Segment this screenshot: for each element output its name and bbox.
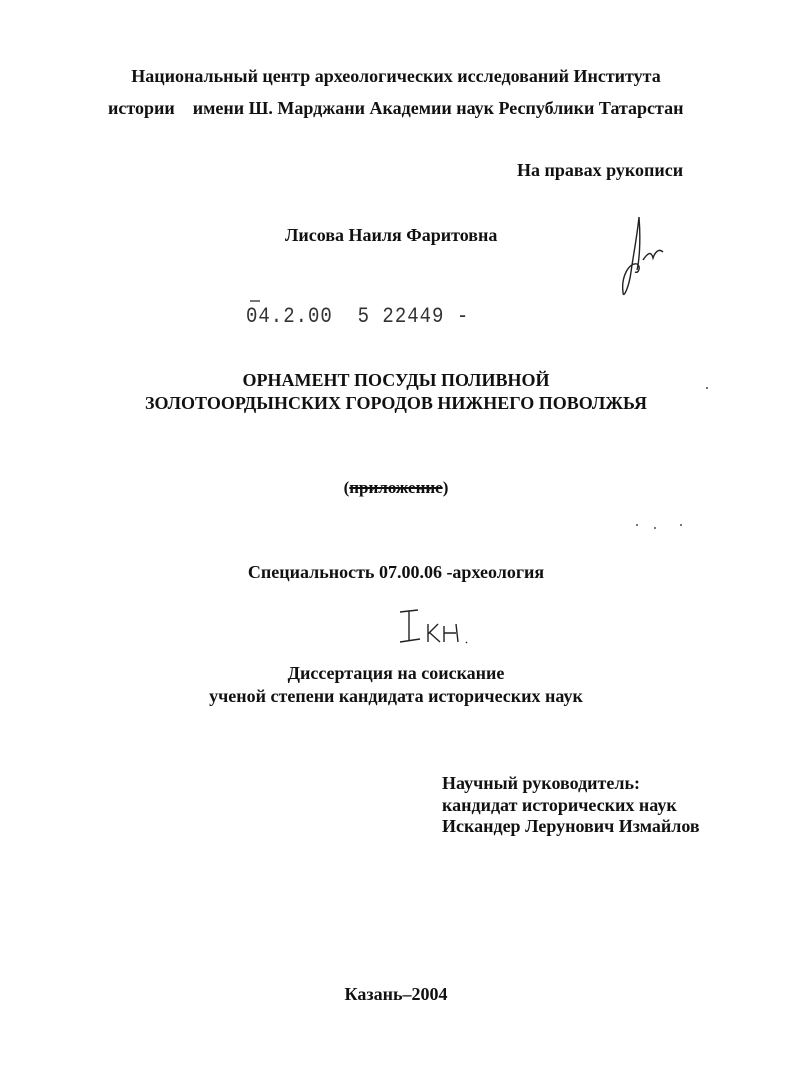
dissertation-line-2: ученой степени кандидата исторических наук xyxy=(209,686,583,706)
author-name: Лисова Наиля Фаритовна xyxy=(285,225,498,245)
specialty: Специальность 07.00.06 -археология xyxy=(247,562,545,582)
supervisor-name: Искандер Лерунович Измайлов xyxy=(442,816,700,836)
handwritten-volume-mark xyxy=(396,606,486,652)
struck-appendix-word: приложение xyxy=(349,478,443,497)
title-line-1: ОРНАМЕНТ ПОСУДЫ ПОЛИВНОЙ xyxy=(242,370,550,390)
dissertation-line-1: Диссертация на соискание xyxy=(287,663,505,683)
appendix-note: (приложение) xyxy=(343,478,449,497)
supervisor-degree: кандидат исторических наук xyxy=(442,795,677,815)
speck xyxy=(654,527,656,529)
stamp-mark xyxy=(250,300,260,302)
registry-stamp: 04.2.00 5 22449 - xyxy=(246,303,470,329)
title-line-2: ЗОЛОТООРДЫНСКИХ ГОРОДОВ НИЖНЕГО ПОВОЛЖЬЯ xyxy=(145,393,647,413)
header-line-2: истории имени Ш. Марджани Академии наук Республики Татарстан xyxy=(108,98,684,118)
header-line-1: Национальный центр археологических исследований Института xyxy=(131,66,661,86)
rights-note: На правах рукописи xyxy=(517,160,684,180)
signature-icon xyxy=(615,212,675,302)
speck xyxy=(636,524,638,526)
supervisor-label: Научный руководитель: xyxy=(442,773,640,793)
footer-city-year: Казань–2004 xyxy=(344,984,448,1004)
speck xyxy=(706,387,708,389)
speck xyxy=(680,524,682,526)
